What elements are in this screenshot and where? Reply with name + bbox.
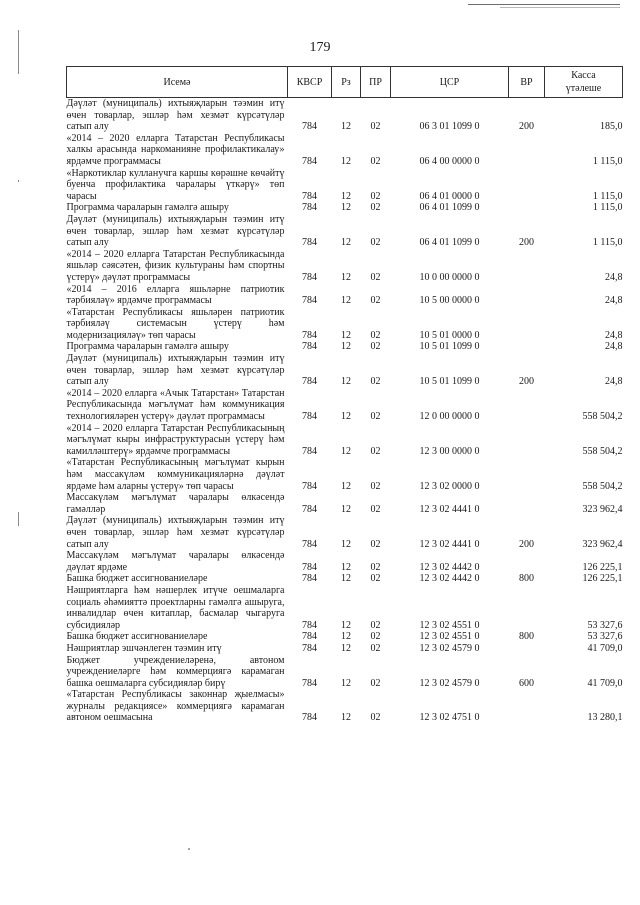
row-name: Массакүләм мәгълүмат чаралары өлкәсендә гамәлләр [66, 492, 285, 515]
row-vr [509, 585, 545, 631]
row-rz: 12 [341, 503, 351, 515]
row-vr [509, 341, 545, 353]
row-rz: 12 [341, 619, 351, 631]
row-vr [509, 168, 545, 203]
row-pr: 02 [370, 480, 381, 492]
row-kvsr: 784 [302, 329, 317, 341]
amount-header-line: Касса [571, 70, 596, 81]
row-rz: 12 [341, 190, 351, 202]
row-kvsr: 784 [302, 573, 317, 585]
row-pr: 02 [370, 295, 381, 307]
row-amount: 41 709,0 [587, 642, 623, 654]
row-rz: 12 [341, 712, 351, 724]
row-rz: 12 [341, 631, 351, 643]
row-rz: 12 [341, 573, 351, 585]
table-row [67, 98, 623, 133]
row-amount: 13 280,1 [587, 712, 623, 724]
table-row [67, 643, 623, 655]
row-kvsr: 784 [302, 480, 317, 492]
table-row [67, 585, 623, 631]
column-header-kvsr: КВСР [288, 67, 332, 98]
row-amount: 24,8 [605, 329, 623, 341]
row-name: Бюджет учреждениеләренә, автоном учреждениеләрге һәм коммерциягә карамаган башка оешмаларга субсидияләр бирү [66, 654, 285, 689]
column-header-pr: ПР [361, 67, 391, 98]
row-kvsr: 784 [302, 295, 317, 307]
row-vr [509, 307, 545, 342]
row-pr: 02 [370, 376, 381, 388]
binding-margin-mark [18, 512, 19, 526]
row-pr: 02 [370, 445, 381, 457]
row-rz: 12 [341, 155, 351, 167]
column-header-vr: ВР [509, 67, 545, 98]
row-csr: 06 4 01 0000 0 [419, 190, 480, 202]
row-csr: 12 3 02 4442 0 [419, 561, 480, 573]
row-pr: 02 [370, 329, 381, 341]
row-name: «Татарстан Республикасының мәгълүмат кырын һәм массакүләм коммуникацияләрнә дәүләт ярдәме һәм аларны үстерү» төп чарасы [66, 457, 285, 492]
row-vr: 800 [519, 573, 534, 585]
row-kvsr: 784 [302, 155, 317, 167]
row-kvsr: 784 [302, 561, 317, 573]
row-name: Программа чараларын гамәлгә ашыру [66, 202, 229, 214]
row-vr [509, 284, 545, 307]
row-amount: 558 504,2 [582, 411, 623, 423]
row-vr [509, 133, 545, 168]
row-csr: 10 5 01 0000 0 [419, 329, 480, 341]
row-rz: 12 [341, 677, 351, 689]
row-rz: 12 [341, 202, 351, 214]
row-vr: 200 [519, 538, 534, 550]
row-pr: 02 [370, 202, 381, 214]
row-rz: 12 [341, 480, 351, 492]
row-kvsr: 784 [302, 619, 317, 631]
row-kvsr: 784 [302, 445, 317, 457]
row-kvsr: 784 [302, 642, 317, 654]
table-row [67, 631, 623, 643]
row-name: Нәшриятлар эшчәнлеген тәэмин итү [66, 642, 222, 654]
table-row [67, 214, 623, 249]
row-amount: 24,8 [605, 376, 623, 388]
row-csr: 12 3 02 4579 0 [419, 677, 480, 689]
row-name: «2014 – 2020 елларга «Ачык Татарстан» Татарстан Республикасында мәгълүмат һәм коммуникация технологияләрен үстерү» дәүләт программасы [66, 387, 285, 423]
row-name: Программа чараларын гамәлгә ашыру [66, 341, 229, 353]
row-rz: 12 [341, 295, 351, 307]
row-vr: 200 [519, 376, 534, 388]
table-row [67, 249, 623, 284]
row-amount: 24,8 [605, 271, 623, 283]
row-rz: 12 [341, 341, 351, 353]
table-row [67, 168, 623, 203]
row-pr: 02 [370, 631, 381, 643]
column-header-amount [545, 67, 623, 98]
table-row [67, 573, 623, 585]
row-name: Башка бюджет ассигнованиеләре [66, 573, 208, 585]
table-row [67, 550, 623, 573]
row-pr: 02 [370, 155, 381, 167]
row-rz: 12 [341, 121, 351, 133]
budget-execution-table [66, 66, 623, 724]
table-row [67, 353, 623, 388]
row-csr: 06 4 00 0000 0 [419, 155, 480, 167]
row-kvsr: 784 [302, 503, 317, 515]
row-rz: 12 [341, 642, 351, 654]
row-csr: 06 4 01 1099 0 [419, 202, 480, 214]
row-pr: 02 [370, 573, 381, 585]
row-amount: 323 962,4 [582, 538, 623, 550]
row-pr: 02 [370, 271, 381, 283]
table-row [67, 133, 623, 168]
row-amount: 558 504,2 [582, 480, 623, 492]
row-rz: 12 [341, 538, 351, 550]
row-csr: 12 3 02 0000 0 [419, 480, 480, 492]
row-vr: 200 [519, 121, 534, 133]
table-row [67, 655, 623, 690]
row-vr [509, 423, 545, 458]
row-rz: 12 [341, 376, 351, 388]
row-pr: 02 [370, 190, 381, 202]
row-amount: 558 504,2 [582, 445, 623, 457]
header-rule-short [500, 7, 620, 8]
row-kvsr: 784 [302, 121, 317, 133]
table-row [67, 515, 623, 550]
row-kvsr: 784 [302, 538, 317, 550]
row-vr [509, 249, 545, 284]
table-row [67, 284, 623, 307]
row-pr: 02 [370, 411, 381, 423]
row-amount: 185,0 [600, 121, 623, 133]
row-amount: 126 225,1 [582, 561, 623, 573]
row-csr: 12 3 02 4441 0 [419, 503, 480, 515]
row-kvsr: 784 [302, 411, 317, 423]
row-pr: 02 [370, 538, 381, 550]
row-pr: 02 [370, 121, 381, 133]
row-name: «2014 – 2020 елларга Татарстан Республикасының мәгълүмат кыры инфраструктурасын үстерү һәм камилләштерү» ярдәмче программасы [66, 422, 285, 457]
row-rz: 12 [341, 329, 351, 341]
amount-header-line: үтәлеше [565, 83, 602, 94]
row-csr: 12 3 02 4751 0 [419, 712, 480, 724]
row-rz: 12 [341, 561, 351, 573]
row-amount: 323 962,4 [582, 503, 623, 515]
table-row [67, 423, 623, 458]
row-csr: 10 5 01 1099 0 [419, 376, 480, 388]
row-name: Массакүләм мәгълүмат чаралары өлкәсендә дәүләт ярдәме [66, 550, 285, 573]
table-header-row [67, 67, 623, 98]
row-rz: 12 [341, 411, 351, 423]
row-amount: 126 225,1 [582, 573, 623, 585]
row-csr: 12 3 02 4551 0 [419, 631, 480, 643]
row-csr: 06 4 01 1099 0 [419, 237, 480, 249]
row-kvsr: 784 [302, 376, 317, 388]
row-rz: 12 [341, 271, 351, 283]
row-csr: 12 3 02 4551 0 [419, 619, 480, 631]
page-number: 179 [309, 40, 331, 55]
row-kvsr: 784 [302, 190, 317, 202]
row-vr [509, 492, 545, 515]
row-pr: 02 [370, 561, 381, 573]
row-pr: 02 [370, 341, 381, 353]
row-vr [509, 457, 545, 492]
row-name: Дәүләт (муниципаль) ихтыяҗларын тәэмин итү өчен товарлар, эшләр һәм хезмәт күрсәтүләр сатып алу [66, 515, 285, 550]
row-vr [509, 643, 545, 655]
table-row [67, 202, 623, 214]
row-pr: 02 [370, 237, 381, 249]
row-name: «Наркотиклар кулланучга каршы көрәшне көчәйтү буенча профилактика чаралары үткәрү» төп чарасы [66, 167, 285, 202]
row-name: Дәүләт (муниципаль) ихтыяҗларын тәэмин итү өчен товарлар, эшләр һәм хезмәт күрсәтүләр сатып алу [66, 98, 285, 133]
row-name: «Татарстан Республикасы яшьләрен патриотик тәрбияләү системасын үстерү һәм модернизацияләү» төп чарасы [66, 306, 285, 341]
table-row [67, 307, 623, 342]
row-vr [509, 388, 545, 423]
row-amount: 41 709,0 [587, 677, 623, 689]
row-csr: 12 3 02 4441 0 [419, 538, 480, 550]
row-vr [509, 202, 545, 214]
row-name: Башка бюджет ассигнованиеләре [66, 631, 208, 643]
row-pr: 02 [370, 642, 381, 654]
table-row [67, 457, 623, 492]
row-csr: 10 0 00 0000 0 [419, 271, 480, 283]
column-header-csr: ЦСР [391, 67, 509, 98]
row-pr: 02 [370, 619, 381, 631]
scan-speck [188, 848, 190, 850]
column-header-name: Исемә [67, 67, 288, 98]
table-row [67, 492, 623, 515]
row-csr: 10 5 01 1099 0 [419, 341, 480, 353]
row-name: «2014 – 2020 елларга Татарстан Республикасында яшьләр сәясәтен, физик культураны һәм спортны үстерү» дәүләт программасы [66, 248, 285, 283]
row-kvsr: 784 [302, 202, 317, 214]
row-vr: 600 [519, 677, 534, 689]
row-csr: 12 3 02 4442 0 [419, 573, 480, 585]
row-vr [509, 550, 545, 573]
header-rule [468, 4, 620, 5]
row-csr: 12 3 00 0000 0 [419, 445, 480, 457]
row-amount: 1 115,0 [592, 237, 623, 249]
row-pr: 02 [370, 712, 381, 724]
row-kvsr: 784 [302, 712, 317, 724]
row-kvsr: 784 [302, 271, 317, 283]
row-amount: 24,8 [605, 295, 623, 307]
row-name: Дәүләт (муниципаль) ихтыяҗларын тәэмин итү өчен товарлар, эшләр һәм хезмәт күрсәтүләр сатып алу [66, 213, 285, 249]
row-vr: 200 [519, 237, 534, 249]
row-amount: 53 327,6 [587, 619, 623, 631]
row-amount: 1 115,0 [592, 190, 623, 202]
row-pr: 02 [370, 503, 381, 515]
row-csr: 12 3 02 4579 0 [419, 642, 480, 654]
row-amount: 1 115,0 [592, 202, 623, 214]
row-pr: 02 [370, 677, 381, 689]
row-rz: 12 [341, 445, 351, 457]
table-row [67, 689, 623, 724]
row-csr: 06 3 01 1099 0 [419, 121, 480, 133]
binding-margin-mark [18, 180, 19, 182]
row-kvsr: 784 [302, 631, 317, 643]
row-name: «2014 – 2020 елларга Татарстан Республикасы халкы арасында наркоманияне профилактикалау» ярдәмче программасы [66, 132, 285, 167]
table-row [67, 388, 623, 423]
row-csr: 10 5 00 0000 0 [419, 295, 480, 307]
row-amount: 53 327,6 [587, 631, 623, 643]
table-body [67, 98, 623, 725]
row-amount: 24,8 [605, 341, 623, 353]
row-name: Нәшриятларга һәм нәшерлек итүче оешмаларга социаль әһәмияттә проектларны гамәлгә ашыруга, инвалидлар өчен китаплар, басмалар чыгаруга субсидияләр [66, 584, 285, 631]
row-name: «2014 – 2016 елларга яшьләрне патриотик тәрбияләү» ярдәмче программасы [66, 283, 285, 307]
row-name: Дәүләт (муниципаль) ихтыяҗларын тәэмин итү өчен товарлар, эшләр һәм хезмәт күрсәтүләр сатып алу [66, 353, 285, 388]
row-rz: 12 [341, 237, 351, 249]
row-kvsr: 784 [302, 237, 317, 249]
row-kvsr: 784 [302, 341, 317, 353]
row-vr: 800 [519, 631, 534, 643]
row-amount: 1 115,0 [592, 155, 623, 167]
row-kvsr: 784 [302, 677, 317, 689]
column-header-rz: Рз [332, 67, 361, 98]
row-name: «Татарстан Республикасы законнар җыелмасы» журналы редакциясе» коммерциягә карамаган автоном оешмасына [66, 689, 285, 724]
table-row [67, 341, 623, 353]
row-vr [509, 689, 545, 724]
row-csr: 12 0 00 0000 0 [419, 411, 480, 423]
